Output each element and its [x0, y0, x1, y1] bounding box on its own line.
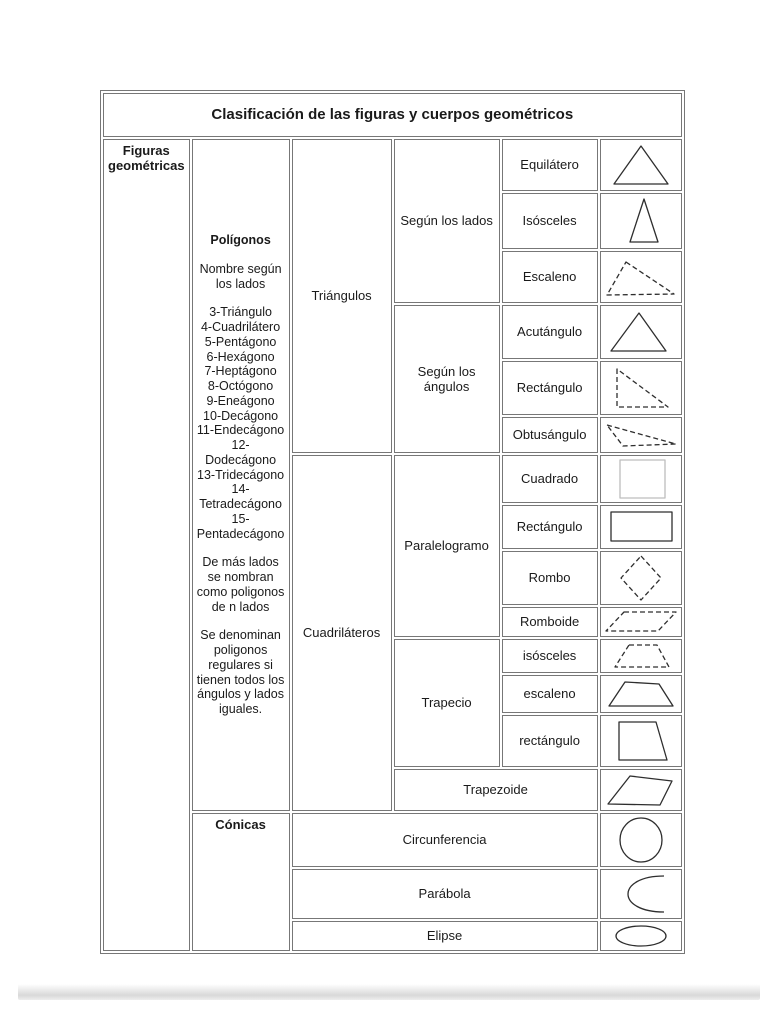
classification-table	[100, 90, 685, 954]
isosceles-trapezoid-shape	[602, 641, 680, 671]
rectangulo-shape-cell	[600, 505, 682, 549]
acutangulo-shape-cell	[600, 305, 682, 359]
rhombus-shape	[602, 553, 680, 603]
parabola-shape	[602, 871, 680, 917]
trapecio-rectangulo-shape-cell	[600, 715, 682, 767]
trapecio-escaleno-label: escaleno	[502, 675, 598, 713]
polygon-name: 9-Eneágono	[206, 393, 275, 408]
rhomboid-shape	[602, 609, 680, 635]
ellipse-shape	[602, 923, 680, 949]
trapezoid-shape	[602, 771, 680, 809]
rombo-shape-cell	[600, 551, 682, 605]
escaleno-shape-cell	[600, 251, 682, 303]
rectangle-shape	[602, 507, 680, 547]
trapezoide-cell: Trapezoide	[394, 769, 598, 811]
figuras-geometricas-cell	[103, 139, 190, 951]
rombo-label: Rombo	[502, 551, 598, 605]
equilatero-shape-cell	[600, 139, 682, 191]
triangulos-cell: Triángulos	[292, 139, 392, 453]
poligonos-cell	[192, 139, 290, 811]
trapecio-cell: Trapecio	[394, 639, 500, 767]
polygon-name: 4-Cuadrilátero	[200, 320, 281, 335]
trapecio-isosceles-shape-cell	[600, 639, 682, 673]
document-title: Clasificación de las figuras y cuerpos geométricos	[103, 93, 682, 137]
scalene-trapezoid-shape	[602, 677, 680, 711]
trapecio-escaleno-shape-cell	[600, 675, 682, 713]
obtuse-triangle-shape	[602, 419, 680, 451]
polygon-name: 5-Pentágono	[204, 334, 277, 349]
polygon-name: 10-Decágono	[203, 408, 279, 423]
romboide-label: Romboide	[502, 607, 598, 637]
polygon-name: 14-Tetradecágono	[199, 482, 282, 512]
rectangulo-triangulo-shape-cell	[600, 361, 682, 415]
square-shape	[602, 457, 680, 501]
parabola-cell: Parábola	[292, 869, 598, 919]
equilateral-triangle-shape	[602, 141, 680, 189]
isosceles-label: Isósceles	[502, 193, 598, 249]
segun-los-lados-cell: Según los lados	[394, 139, 500, 303]
poligonos-intro: Nombre según los lados	[199, 261, 282, 291]
cuadrilateros-cell: Cuadriláteros	[292, 455, 392, 811]
equilatero-label: Equilátero	[502, 139, 598, 191]
polygon-name-list	[197, 305, 285, 541]
right-trapezoid-shape	[602, 717, 680, 765]
scan-page-edge-shadow	[18, 984, 760, 1000]
right-triangle-shape	[602, 363, 680, 413]
obtusangulo-shape-cell	[600, 417, 682, 453]
trapecio-rectangulo-label: rectángulo	[502, 715, 598, 767]
parabola-shape-cell	[600, 869, 682, 919]
acute-triangle-shape	[602, 307, 680, 357]
isosceles-triangle-shape	[602, 195, 680, 247]
rectangulo-triangulo-label: Rectángulo	[502, 361, 598, 415]
poligonos-note-more-sides: De más lados se nombran como poligonos de n lados	[196, 555, 285, 614]
cuadrado-label: Cuadrado	[502, 455, 598, 503]
rectangulo-label: Rectángulo	[502, 505, 598, 549]
circle-shape	[602, 815, 680, 865]
obtusangulo-label: Obtusángulo	[502, 417, 598, 453]
polygon-name: 6-Hexágono	[206, 349, 275, 364]
elipse-cell: Elipse	[292, 921, 598, 951]
polygon-name: 13-Tridecágono	[197, 467, 285, 482]
polygon-name: 7-Heptágono	[204, 364, 277, 379]
polygon-name: 12-Dodecágono	[205, 438, 277, 467]
segun-los-angulos-cell: Según los ángulos	[394, 305, 500, 453]
circunferencia-cell: Circunferencia	[292, 813, 598, 867]
trapezoide-shape-cell	[600, 769, 682, 811]
polygon-name: 11-Endecágono	[196, 423, 285, 438]
conicas-label: Cónicas	[215, 817, 266, 832]
scalene-triangle-shape	[602, 253, 680, 301]
romboide-shape-cell	[600, 607, 682, 637]
poligonos-note-regular: Se denominan poligonos regulares si tienen todos los ángulos y lados iguales.	[196, 628, 285, 717]
conicas-cell	[192, 813, 290, 951]
circunferencia-shape-cell	[600, 813, 682, 867]
poligonos-heading: Polígonos	[210, 233, 271, 248]
polygon-name: 8-Octógono	[207, 379, 274, 394]
cuadrado-shape-cell	[600, 455, 682, 503]
isosceles-shape-cell	[600, 193, 682, 249]
acutangulo-label: Acutángulo	[502, 305, 598, 359]
polygon-name: 15-Pentadecágono	[196, 511, 285, 541]
polygon-name: 3-Triángulo	[209, 305, 272, 320]
trapecio-isosceles-label: isósceles	[502, 639, 598, 673]
elipse-shape-cell	[600, 921, 682, 951]
figuras-geometricas-label: Figuras geométricas	[108, 143, 185, 174]
paralelogramo-cell: Paralelogramo	[394, 455, 500, 637]
escaleno-label: Escaleno	[502, 251, 598, 303]
